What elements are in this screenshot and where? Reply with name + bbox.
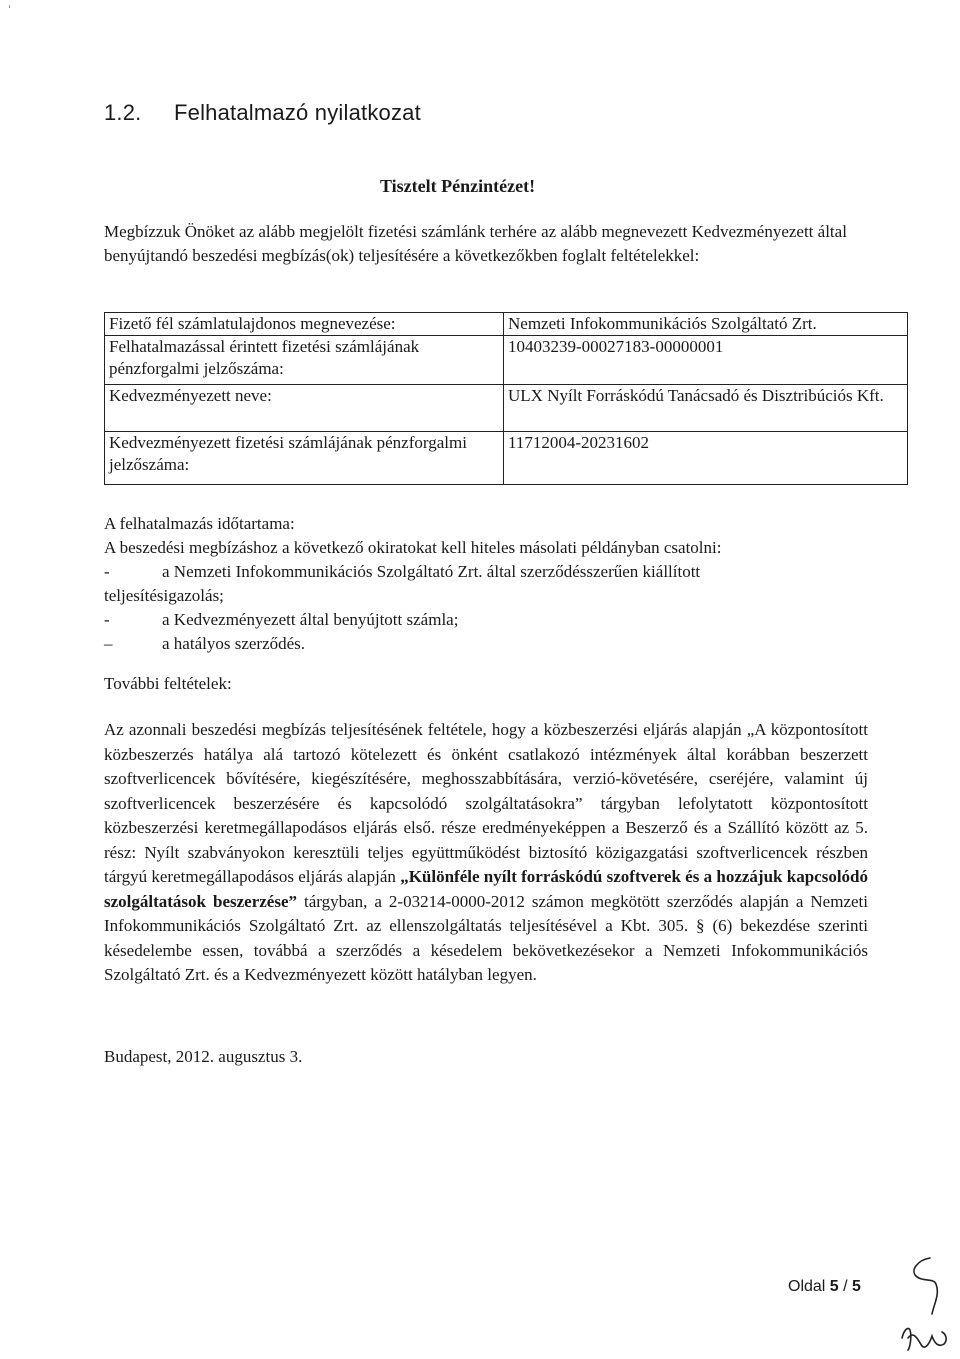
list-item: - a Nemzeti Infokommunikációs Szolgáltató Zrt. által szerződésszerűen kiállított: [104, 562, 701, 581]
table-value: 10403239-00027183-00000001: [504, 336, 908, 385]
table-row: [105, 313, 908, 336]
attachments-list: [104, 560, 884, 656]
page-total: 5: [852, 1278, 861, 1295]
table-value: Nemzeti Infokommunikációs Szolgáltató Zrt.: [504, 313, 908, 336]
salutation: Tisztelt Pénzintézet!: [380, 176, 536, 196]
duration-label: A felhatalmazás időtartama:: [104, 514, 295, 533]
date-line: Budapest, 2012. augusztus 3.: [104, 1047, 303, 1066]
section-number: 1.2.: [104, 100, 142, 125]
section-heading: [104, 100, 421, 126]
subject-bold: „Különféle nyílt forráskódú szoftverek és a hozzájuk kapcsolódó szolgáltatások beszerzése”: [104, 867, 868, 911]
page-footer: Oldal 5 / 5: [788, 1278, 861, 1295]
scan-mark: [9, 5, 10, 8]
table-row: [105, 336, 908, 385]
further-conditions-label: További feltételek:: [104, 674, 232, 693]
list-item: – a hatályos szerződés.: [104, 634, 306, 653]
table-label: Kedvezményezett fizetési számlájának pénzforgalmi jelzőszáma:: [105, 432, 504, 485]
table-row: [105, 432, 908, 485]
table-value: ULX Nyílt Forráskódú Tanácsadó és Disztribúciós Kft.: [504, 385, 908, 432]
attachments-intro: A beszedési megbízáshoz a következő okiratokat kell hiteles másolati példányban csatolni:: [104, 538, 722, 557]
table-row: [105, 385, 908, 432]
list-item: - a Kedvezményezett által benyújtott számla;: [104, 610, 459, 629]
conditions-paragraph: Az azonnali beszedési megbízás teljesítésének feltétele, hogy a közbeszerzési eljárás alapján „A központosított közbeszerzés hatálya alá tartozó kötelezett és önként csatlakozó intézmények által korábban beszerzett szoftverlicencek bővítésére, kiegészítésére, meghosszabbítására, verzió-követésére, cseréjére, valamint új szoftverlicencek beszerzésére és kapcsolódó szolgáltatásokra” tárgyban lefolytatott központosított közbeszerzési keretmegállapodásos eljárás első. része eredményeképpen a Beszerző és a Szállító között az 5. rész: Nyílt szabványokon keresztüli teljes együttműködést biztosító közigazgatási szoftverlicencek részben tárgyú keretmegállapodásos eljárás alapján „Különféle nyílt forráskódú szoftverek és a hozzájuk kapcsolódó szolgáltatások beszerzése” tárgyban, a 2-03214-0000-2012 számon megkötött szerződés alapján a Nemzeti Infokommunikációs Szolgáltató Zrt. az ellenszolgáltatás teljesítésével a Kbt. 305. § (6) bekezdése szerinti késedelembe essen, továbbá a szerződés a késedelem bekövetkezésekor a Nemzeti Infokommunikációs Szolgáltató Zrt. és a Kedvezményezett között hatályban legyen.: [104, 720, 868, 984]
authorization-table: [104, 312, 908, 485]
page-number: 5: [829, 1278, 839, 1295]
table-value: 11712004-20231602: [504, 432, 908, 485]
handwritten-initials: [896, 1252, 952, 1352]
intro-paragraph: Megbízzuk Önöket az alább megjelölt fizetési számlánk terhére az alább megnevezett Kedvezményezett által benyújtandó beszedési megbízás(ok) teljesítésére a következőkben foglalt feltételekkel:: [104, 222, 847, 265]
table-label: Kedvezményezett neve:: [105, 385, 504, 432]
table-label: Fizető fél számlatulajdonos megnevezése:: [105, 313, 504, 336]
table-label: Felhatalmazással érintett fizetési számlájának pénzforgalmi jelzőszáma:: [105, 336, 504, 385]
list-item-continuation: teljesítésigazolás;: [104, 586, 224, 605]
section-title: Felhatalmazó nyilatkozat: [174, 100, 421, 125]
